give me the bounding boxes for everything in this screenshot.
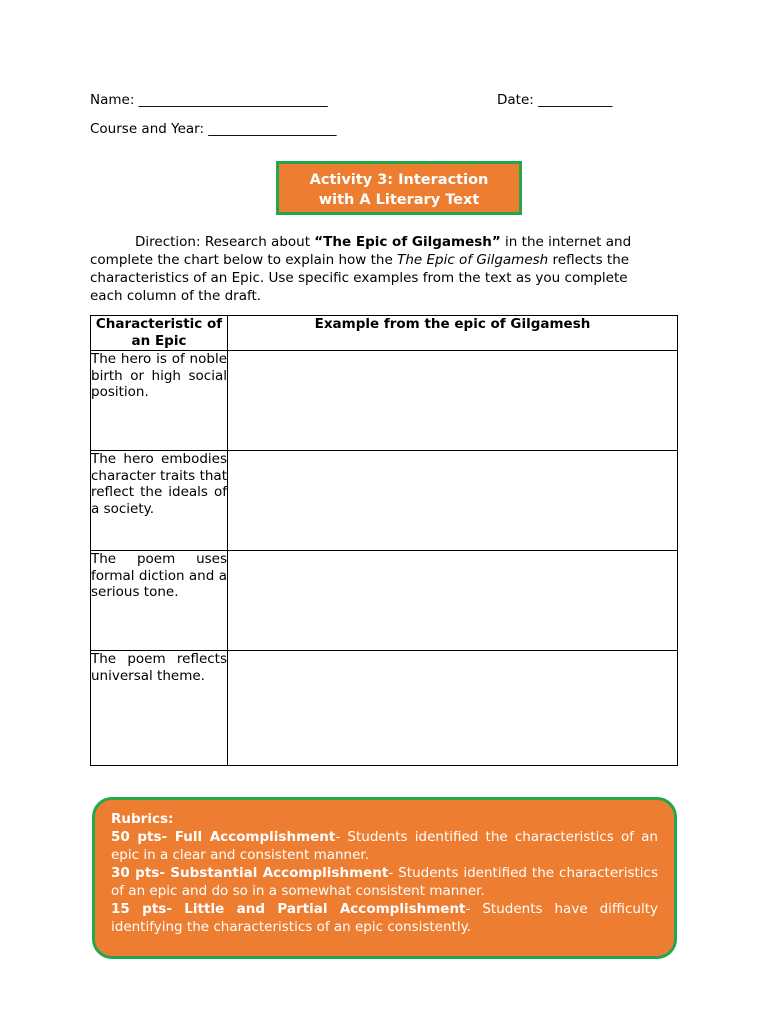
rubric-label: 15 pts- Little and Partial Accomplishment bbox=[111, 901, 466, 917]
direction-italic-title: The Epic of Gilgamesh bbox=[397, 252, 549, 268]
table-row bbox=[91, 451, 678, 551]
example-answer-cell[interactable] bbox=[228, 651, 678, 766]
example-answer-cell[interactable] bbox=[228, 351, 678, 451]
rubric-text: - Students identified the characteristics of an epic in a clear and consistent manner. bbox=[111, 829, 658, 863]
direction-paragraph bbox=[90, 233, 646, 305]
rubric-item bbox=[111, 900, 658, 936]
example-answer-cell[interactable] bbox=[228, 551, 678, 651]
direction-tail: reflects the characteristics of an Epic. Use specific examples from the text as you complete each column of the draft. bbox=[90, 252, 630, 304]
direction-bold-title: “The Epic of Gilgamesh” bbox=[314, 234, 501, 250]
characteristic-cell: The hero embodies character traits that reflect the ideals of a society. bbox=[91, 451, 228, 551]
activity-title-line-1: Activity 3: Interaction bbox=[309, 172, 489, 188]
characteristic-cell: The poem uses formal diction and a serious tone. bbox=[91, 551, 228, 651]
rubric-item bbox=[111, 864, 658, 900]
rubric-item bbox=[111, 828, 658, 864]
table-row bbox=[91, 351, 678, 451]
rubric-label: 30 pts- Substantial Accomplishment bbox=[111, 865, 389, 881]
rubric-text: - Students have difficulty identifying the characteristics of an epic consistently. bbox=[111, 901, 658, 935]
name-field-line: Name: ____________________________ bbox=[90, 92, 328, 108]
example-answer-cell[interactable] bbox=[228, 451, 678, 551]
rubric-text: - Students identified the characteristics of an epic and do so in a somewhat consistent manner. bbox=[111, 865, 658, 899]
table-header-row bbox=[91, 316, 678, 351]
rubric-label: 50 pts- Full Accomplishment bbox=[111, 829, 336, 845]
epic-characteristics-table bbox=[90, 315, 678, 766]
characteristic-cell: The poem reflects universal theme. bbox=[91, 651, 228, 766]
direction-lead: Direction: Research about bbox=[135, 234, 315, 250]
table-header-characteristic: Characteristic of an Epic bbox=[91, 316, 228, 351]
table-header-example: Example from the epic of Gilgamesh bbox=[228, 316, 678, 351]
activity-title-box bbox=[276, 161, 522, 215]
rubrics-title: Rubrics: bbox=[111, 811, 174, 827]
direction-mid: in the internet and complete the chart below to explain how the bbox=[90, 234, 632, 268]
table-row bbox=[91, 551, 678, 651]
table-row bbox=[91, 651, 678, 766]
course-year-field-line: Course and Year: ___________________ bbox=[90, 121, 337, 137]
characteristic-cell: The hero is of noble birth or high social position. bbox=[91, 351, 228, 451]
rubrics-box bbox=[92, 797, 677, 959]
date-field-line: Date: ___________ bbox=[497, 92, 613, 108]
activity-title-line-2: with A Literary Text bbox=[318, 191, 480, 208]
